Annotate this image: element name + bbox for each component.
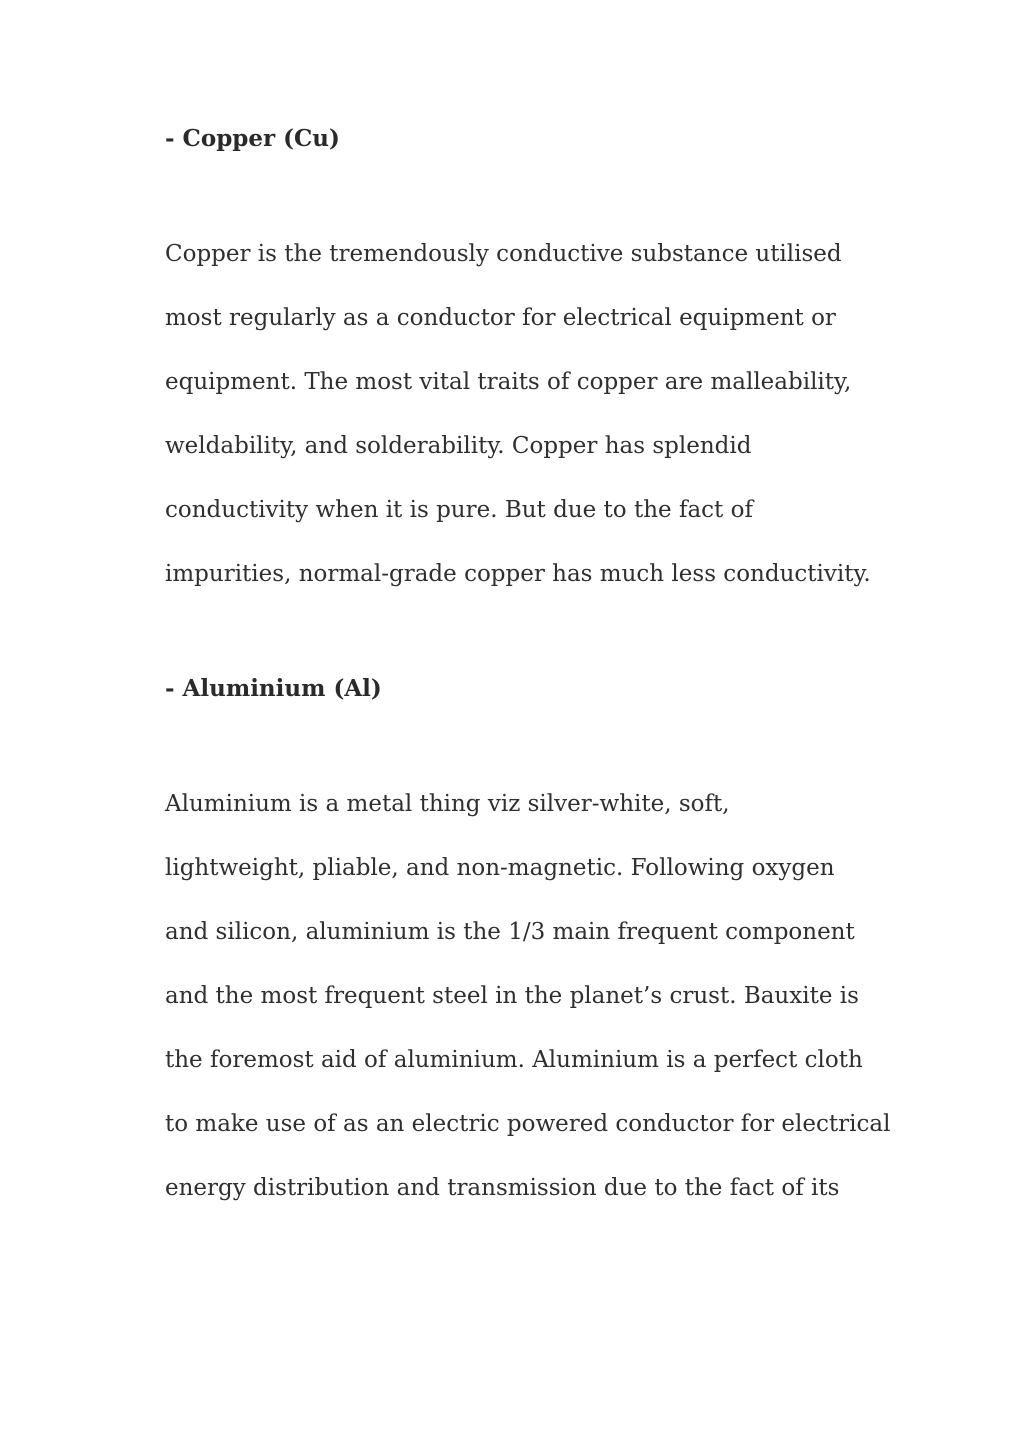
aluminium-text-line: Aluminium is a metal thing viz silver-white, soft, bbox=[165, 791, 730, 817]
section-heading-copper: - Copper (Cu) bbox=[165, 125, 340, 152]
aluminium-text-line: to make use of as an electric powered conductor for electrical bbox=[165, 1111, 891, 1137]
aluminium-text-line: the foremost aid of aluminium. Aluminium is a perfect cloth bbox=[165, 1047, 863, 1073]
aluminium-text-line: lightweight, pliable, and non-magnetic. Following oxygen bbox=[165, 855, 835, 881]
copper-text-line: weldability, and solderability. Copper has splendid bbox=[165, 433, 752, 459]
copper-text-line: impurities, normal-grade copper has much less conductivity. bbox=[165, 561, 871, 587]
aluminium-text-line: energy distribution and transmission due to the fact of its bbox=[165, 1175, 840, 1201]
section-heading-aluminium: - Aluminium (Al) bbox=[165, 675, 382, 702]
copper-text-line: Copper is the tremendously conductive substance utilised bbox=[165, 241, 842, 267]
aluminium-text-line: and silicon, aluminium is the 1/3 main frequent component bbox=[165, 919, 855, 945]
copper-text-line: equipment. The most vital traits of copper are malleability, bbox=[165, 369, 852, 395]
copper-text-line: conductivity when it is pure. But due to the fact of bbox=[165, 497, 753, 523]
copper-text-line: most regularly as a conductor for electrical equipment or bbox=[165, 305, 836, 331]
aluminium-text-line: and the most frequent steel in the planet’s crust. Bauxite is bbox=[165, 983, 859, 1009]
